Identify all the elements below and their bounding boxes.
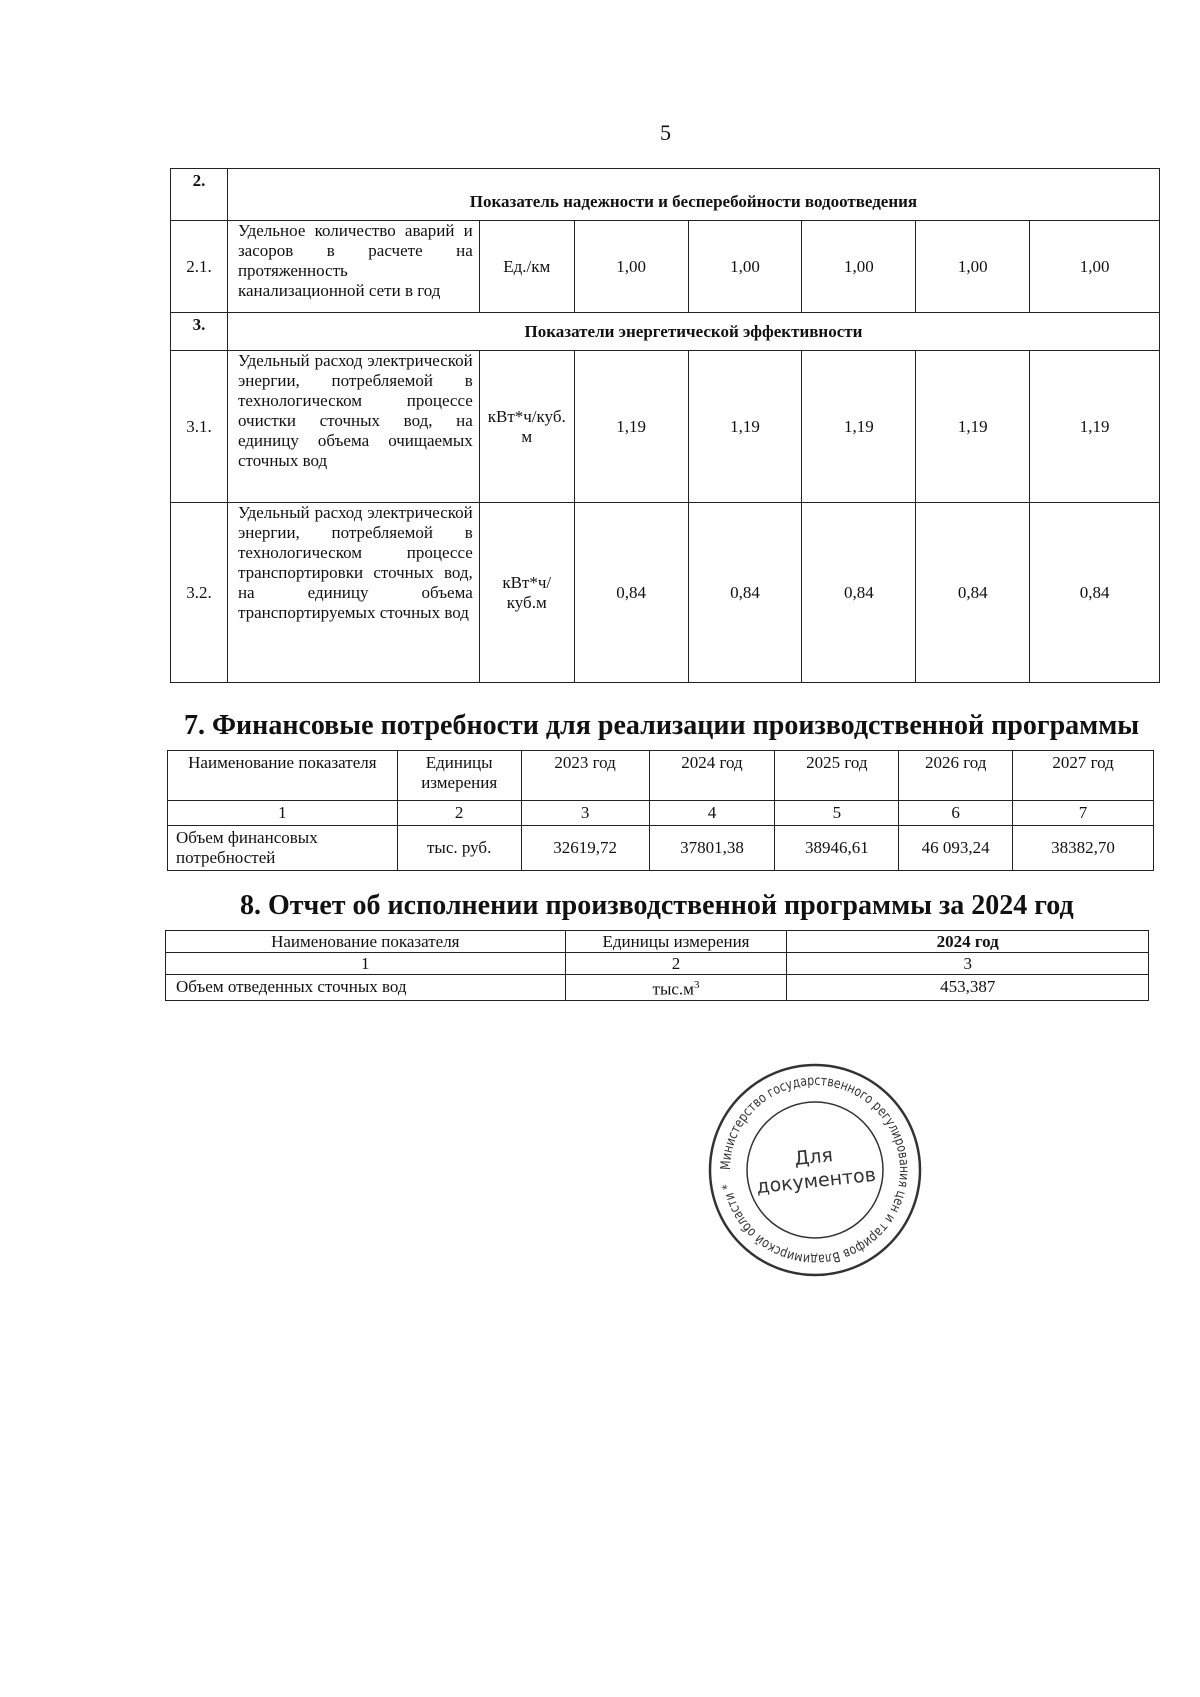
section-row [171, 169, 1160, 221]
unit-base: тыс.м [652, 979, 694, 999]
row-number: 3.1. [171, 351, 228, 503]
value-2025: 0,84 [802, 503, 916, 683]
section-number: 3. [171, 313, 228, 351]
header-year: 2023 год [521, 751, 649, 801]
section-title: Показатели энергетической эффективности [227, 313, 1159, 351]
indicator-description: Удельный расход электрической энергии, потребляемой в технологическом процессе очистки сточных вод, на единицу объема очищаемых сточных вод [227, 351, 479, 503]
column-number: 2 [565, 953, 787, 975]
column-number: 2 [397, 801, 521, 826]
value-2025: 1,00 [802, 221, 916, 313]
value-2023: 1,00 [574, 221, 688, 313]
section-heading-report: 8. Отчет об исполнении производственной программы за 2024 год [240, 890, 1074, 921]
column-number: 5 [775, 801, 899, 826]
stamp-center-line1: Для [793, 1144, 834, 1171]
financial-needs-table [167, 750, 1154, 871]
indicator-description: Удельный расход электрической энергии, потребляемой в технологическом процессе транспортировки сточных вод, на единицу объема транспортируемых сточных вод [227, 503, 479, 683]
column-number: 3 [521, 801, 649, 826]
column-number-row [168, 801, 1154, 826]
header-name: Наименование показателя [166, 931, 566, 953]
header-year: 2025 год [775, 751, 899, 801]
header-row [166, 931, 1149, 953]
column-number: 1 [168, 801, 398, 826]
header-unit: Единицы измерения [565, 931, 787, 953]
value-2024: 1,19 [688, 351, 802, 503]
value-2025: 38946,61 [775, 826, 899, 871]
indicator-unit: кВт*ч/куб. м [479, 351, 574, 503]
header-row [168, 751, 1154, 801]
header-name: Наименование показателя [168, 751, 398, 801]
unit-superscript: 3 [693, 979, 700, 991]
section-number: 2. [171, 169, 228, 221]
section-heading-financial: 7. Финансовые потребности для реализации производственной программы [184, 710, 1140, 741]
table-row [171, 351, 1160, 503]
row-unit [565, 975, 787, 1001]
value-2026: 0,84 [916, 503, 1030, 683]
header-unit: Единицы измерения [397, 751, 521, 801]
column-number: 4 [649, 801, 775, 826]
value-2027: 1,19 [1030, 351, 1160, 503]
header-year: 2024 год [787, 931, 1149, 953]
table-row [171, 221, 1160, 313]
value-2027: 38382,70 [1013, 826, 1154, 871]
value-2023: 1,19 [574, 351, 688, 503]
value-2025: 1,19 [802, 351, 916, 503]
header-year: 2026 год [899, 751, 1013, 801]
column-number: 1 [166, 953, 566, 975]
page-number: 5 [660, 120, 671, 145]
indicator-description: Удельное количество аварий и засоров в расчете на протяженность канализационной сети в год [227, 221, 479, 313]
value-2026: 46 093,24 [899, 826, 1013, 871]
value-2024: 1,00 [688, 221, 802, 313]
value-2023: 32619,72 [521, 826, 649, 871]
value-2023: 0,84 [574, 503, 688, 683]
indicator-unit: кВт*ч/куб.м [479, 503, 574, 683]
value-2024: 453,387 [787, 975, 1149, 1001]
column-number: 3 [787, 953, 1149, 975]
header-year: 2024 год [649, 751, 775, 801]
stamp-seal [705, 1060, 925, 1280]
row-number: 2.1. [171, 221, 228, 313]
execution-report-table [165, 930, 1149, 1001]
value-2026: 1,00 [916, 221, 1030, 313]
header-year: 2027 год [1013, 751, 1154, 801]
indicator-unit: Ед./км [479, 221, 574, 313]
value-2024: 0,84 [688, 503, 802, 683]
column-number: 7 [1013, 801, 1154, 826]
row-unit: тыс. руб. [397, 826, 521, 871]
table-row [168, 826, 1154, 871]
stamp-ring-text: Министерство государственного регулирования цен и тарифов Владимирской области * [717, 1072, 913, 1268]
value-2024: 37801,38 [649, 826, 775, 871]
indicators-table [170, 168, 1160, 683]
stamp-center-line2: документов [755, 1163, 877, 1199]
column-number: 6 [899, 801, 1013, 826]
value-2027: 0,84 [1030, 503, 1160, 683]
value-2027: 1,00 [1030, 221, 1160, 313]
table-row [171, 503, 1160, 683]
column-number-row [166, 953, 1149, 975]
value-2026: 1,19 [916, 351, 1030, 503]
row-number: 3.2. [171, 503, 228, 683]
section-title: Показатель надежности и бесперебойности водоотведения [227, 169, 1159, 221]
table-row [166, 975, 1149, 1001]
section-row [171, 313, 1160, 351]
row-name: Объем отведенных сточных вод [166, 975, 566, 1001]
row-name: Объем финансовых потребностей [168, 826, 398, 871]
